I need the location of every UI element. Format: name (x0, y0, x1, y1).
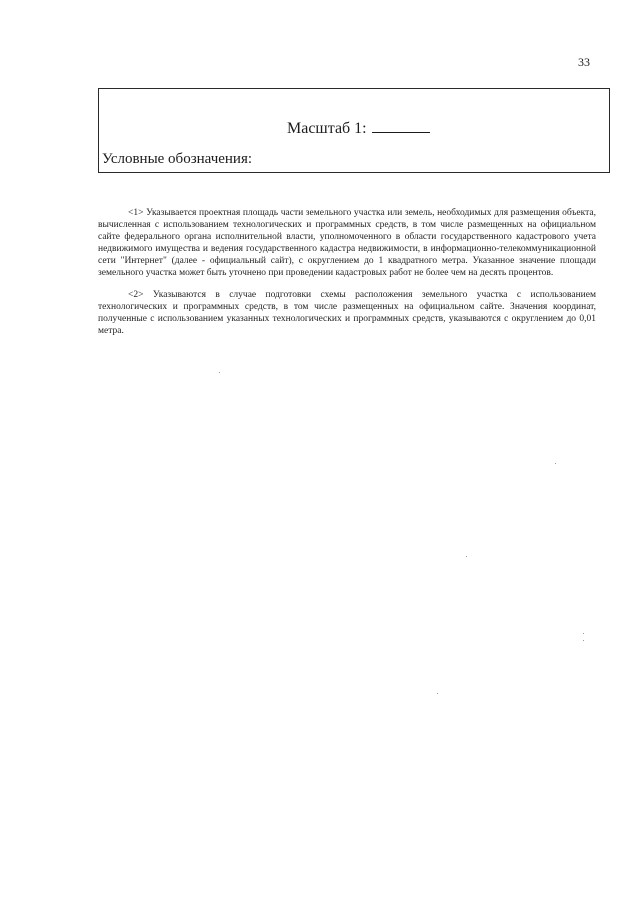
footnote-2: <2> Указываются в случае подготовки схемы расположения земельного участка с использованием технологических и программных средств, в том числе размещенных на официальном сайте. Значения координат, полученные с использованием указанных технологических и программных средств, указываются с округлением до 0,01 метра. (98, 290, 596, 336)
scan-speck (466, 556, 467, 557)
footnotes-block (98, 207, 596, 347)
scan-speck (437, 693, 438, 694)
legend-frame (98, 88, 610, 173)
scale-label (287, 120, 430, 138)
scale-blank-line (372, 120, 430, 133)
footnote-1: <1> Указывается проектная площадь части земельного участка или земель, необходимых для размещения объекта, вычисленная с использованием технологических и программных средств, в том числе размещенных на официальном сайте федерального органа исполнительной власти, уполномоченного в области государственного кадастрового учета недвижимого имущества и ведения государственного кадастра недвижимости, в информационно-телекоммуникационной сети "Интернет" (далее - официальный сайт), с округлением до 1 квадратного метра. Указанное значение площади земельного участка может быть уточнено при проведении кадастровых работ не более чем на десять процентов. (98, 208, 596, 278)
page-number: 33 (578, 55, 590, 69)
scale-label-text: Масштаб 1: (287, 120, 367, 137)
scan-speck (583, 640, 584, 641)
legend-title: Условные обозначения: (102, 151, 253, 167)
scan-speck (583, 633, 584, 634)
scan-speck (555, 463, 556, 464)
scan-speck (219, 372, 220, 373)
